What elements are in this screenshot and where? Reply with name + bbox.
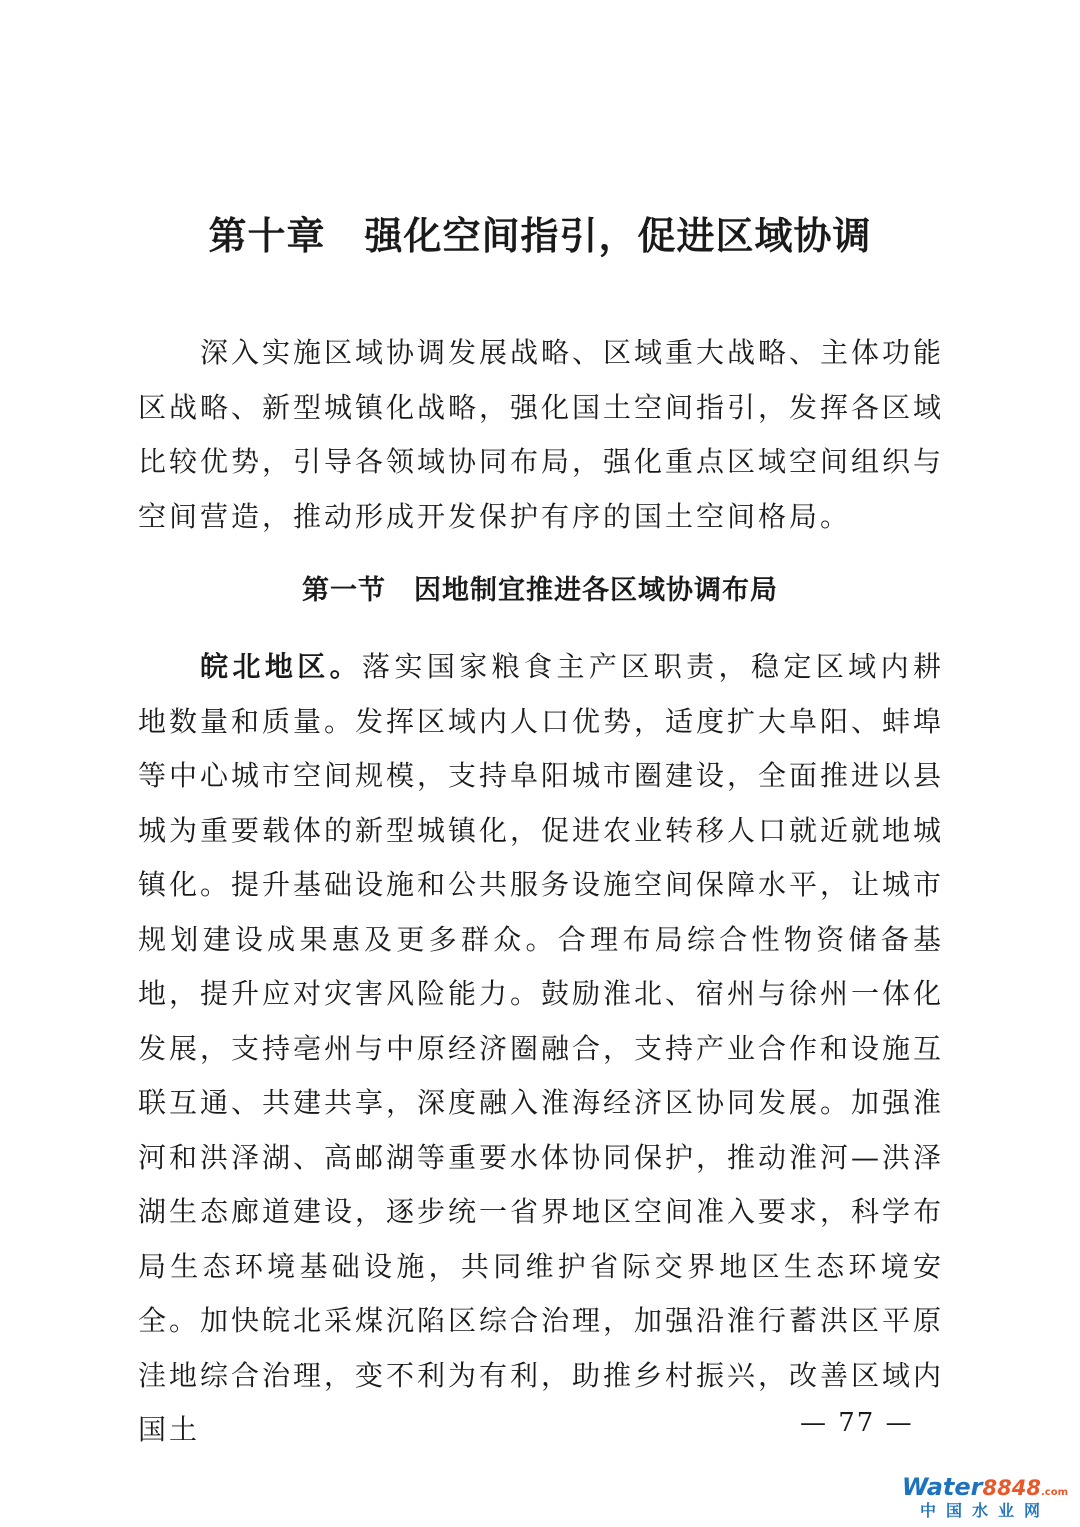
intro-paragraph: 深入实施区域协调发展战略、区域重大战略、主体功能区战略、新型城镇化战略，强化国土空间指引，发挥各区域比较优势，引导各领域协同布局，强化重点区域空间组织与空间营造，推动形成开发保护有序的国土空间格局。 <box>138 336 945 533</box>
page-number: — 77 — <box>800 1408 914 1438</box>
body-paragraph <box>138 640 944 1458</box>
body-paragraph-text: 落实国家粮食主产区职责，稳定区域内耕地数量和质量。发挥区域内人口优势，适度扩大阜阳、蚌埠等中心城市空间规模，支持阜阳城市圈建设，全面推进以县城为重要载体的新型城镇化，促进农业转移人口就近就地城镇化。提升基础设施和公共服务设施空间保障水平，让城市规划建设成果惠及更多群众。合理布局综合性物资储备基地，提升应对灾害风险能力。鼓励淮北、宿州与徐州一体化发展，支持亳州与中原经济圈融合，支持产业合作和设施互联互通、共建共享，深度融入淮海经济区协同发展。加强淮河和洪泽湖、高邮湖等重要水体协同保护，推动淮河—洪泽湖生态廊道建设，逐步统一省界地区空间准入要求，科学布局生态环境基础设施，共同维护省际交界地区生态环境安全。加快皖北采煤沉陷区综合治理，加强沿淮行蓄洪区平原洼地综合治理，变不利为有利，助推乡村振兴，改善区域内国土 <box>138 650 945 1446</box>
site-watermark-logo <box>902 1475 1068 1519</box>
watermark-subtitle: 中国水业网 <box>919 1501 1050 1520</box>
watermark-brand-number: 8848 <box>982 1476 1041 1500</box>
chapter-title: 第十章 强化空间指引，促进区域协调 <box>208 214 872 258</box>
section-title: 第一节 因地制宜推进各区域协调布局 <box>302 575 778 606</box>
watermark-brand-water: Water <box>901 1473 983 1501</box>
watermark-brand <box>902 1475 1068 1499</box>
region-lead-term: 皖北地区。 <box>200 650 363 683</box>
watermark-brand-domain: .com <box>1040 1487 1068 1498</box>
